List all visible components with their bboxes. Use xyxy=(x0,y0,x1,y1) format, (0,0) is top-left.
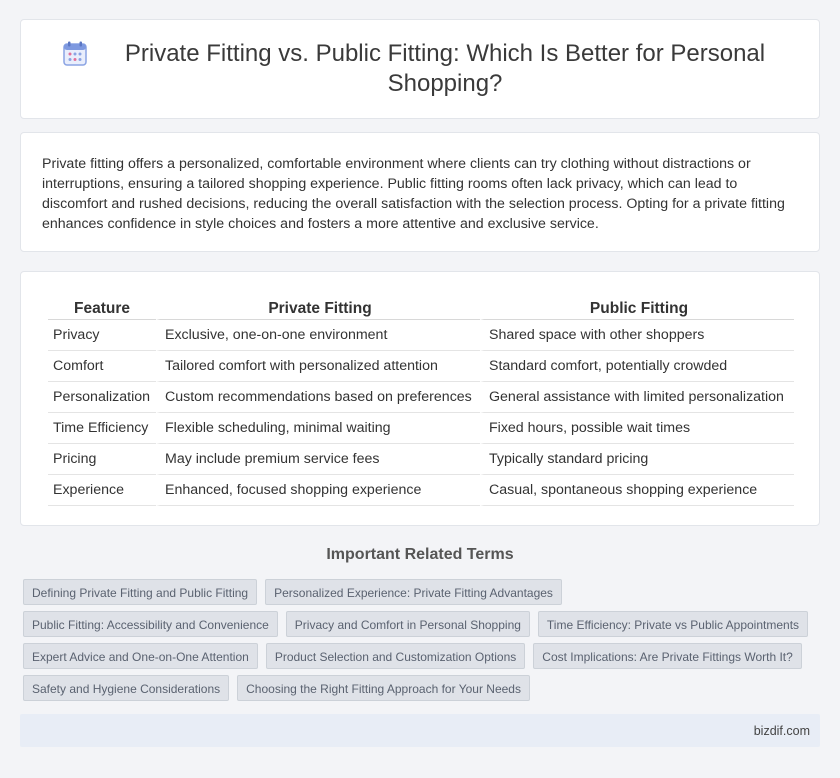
public-cell: Shared space with other shoppers xyxy=(480,320,794,351)
related-terms-list xyxy=(23,579,823,707)
table-row xyxy=(48,475,794,506)
related-term-tag[interactable]: Privacy and Comfort in Personal Shopping xyxy=(286,611,530,637)
public-cell: General assistance with limited personalization xyxy=(480,382,794,413)
private-cell: May include premium service fees xyxy=(156,444,480,475)
column-header-private: Private Fitting xyxy=(156,294,480,320)
private-cell: Custom recommendations based on preferences xyxy=(156,382,480,413)
column-header-public: Public Fitting xyxy=(480,294,794,320)
public-cell: Fixed hours, possible wait times xyxy=(480,413,794,444)
feature-cell: Time Efficiency xyxy=(48,413,156,444)
table-row xyxy=(48,382,794,413)
table-header-row xyxy=(48,294,794,320)
title-card xyxy=(20,19,820,119)
feature-cell: Pricing xyxy=(48,444,156,475)
public-cell: Standard comfort, potentially crowded xyxy=(480,351,794,382)
private-cell: Enhanced, focused shopping experience xyxy=(156,475,480,506)
public-cell: Casual, spontaneous shopping experience xyxy=(480,475,794,506)
public-cell: Typically standard pricing xyxy=(480,444,794,475)
related-term-tag[interactable]: Choosing the Right Fitting Approach for Your Needs xyxy=(237,675,530,701)
feature-cell: Personalization xyxy=(48,382,156,413)
related-term-tag[interactable]: Time Efficiency: Private vs Public Appointments xyxy=(538,611,808,637)
page-title: Private Fitting vs. Public Fitting: Which Is Better for Personal Shopping? xyxy=(124,40,766,97)
private-cell: Tailored comfort with personalized attention xyxy=(156,351,480,382)
related-term-tag[interactable]: Expert Advice and One-on-One Attention xyxy=(23,643,258,669)
column-header-feature: Feature xyxy=(48,294,156,320)
footer-bar xyxy=(20,714,820,747)
feature-cell: Comfort xyxy=(48,351,156,382)
related-term-tag[interactable]: Public Fitting: Accessibility and Convenience xyxy=(23,611,278,637)
related-term-tag[interactable]: Defining Private Fitting and Public Fitting xyxy=(23,579,257,605)
feature-cell: Privacy xyxy=(48,320,156,351)
related-term-tag[interactable]: Safety and Hygiene Considerations xyxy=(23,675,229,701)
related-terms-heading: Important Related Terms xyxy=(326,546,514,563)
table-row xyxy=(48,351,794,382)
intro-paragraph: Private fitting offers a personalized, comfortable environment where clients can try clothing without distractions or interruptions, ensuring a tailored shopping experience. Public fitting rooms often lack privacy, which can lead to discomfort and rushed decisions, reducing the overall satisfaction with the selection process. Opting for a private fitting enhances confidence in style choices and fosters a more attentive and exclusive service. xyxy=(42,156,785,232)
related-term-tag[interactable]: Product Selection and Customization Options xyxy=(266,643,525,669)
comparison-card xyxy=(20,271,820,526)
private-cell: Flexible scheduling, minimal waiting xyxy=(156,413,480,444)
footer-brand[interactable]: bizdif.com xyxy=(753,723,810,738)
feature-cell: Experience xyxy=(48,475,156,506)
table-row xyxy=(48,413,794,444)
private-cell: Exclusive, one-on-one environment xyxy=(156,320,480,351)
table-row xyxy=(48,444,794,475)
calendar-icon xyxy=(61,40,89,68)
intro-card xyxy=(20,132,820,252)
table-row xyxy=(48,320,794,351)
related-term-tag[interactable]: Cost Implications: Are Private Fittings Worth It? xyxy=(533,643,802,669)
related-term-tag[interactable]: Personalized Experience: Private Fitting Advantages xyxy=(265,579,562,605)
comparison-table xyxy=(48,294,794,506)
